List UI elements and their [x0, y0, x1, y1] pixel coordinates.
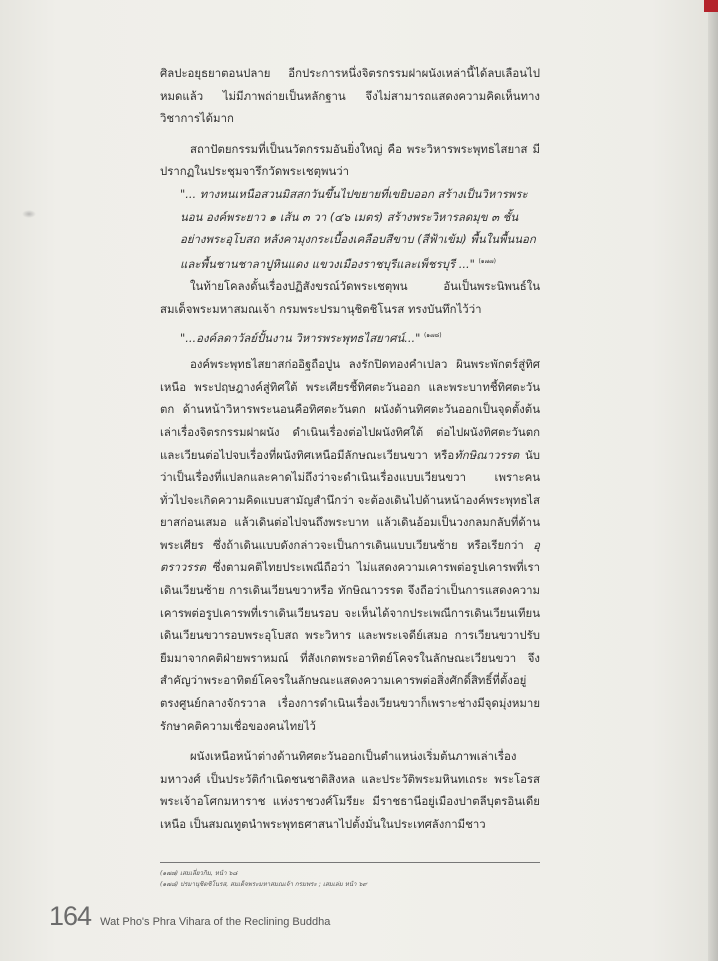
footnote-divider — [160, 862, 540, 863]
red-corner-mark — [704, 0, 718, 12]
quote-1-ref: (๑๗๗) — [478, 257, 496, 265]
page-smudge — [22, 210, 36, 218]
paragraph-4 — [160, 353, 540, 737]
quote-2 — [180, 325, 540, 350]
paragraph-4-part-a: องค์พระพุทธไสยาสก่ออิฐถือปูน ลงรักปิดทองคำเปลว ผินพระพักตร์สู่ทิศเหนือ พระปฤษฎางค์สู่ทิศใต้ พระเศียรชี้ทิศตะวันออก และพระบาทชี้ทิศตะวันตก ด้านหน้าวิหารพระนอนคือทิศตะวันตก ผนังด้านทิศตะวันออกเป็นจุดตั้งต้นเล่าเรื่องจิตรกรรมฝาผนัง ดำเนินเรื่องต่อไปผนังทิศใต้ ต่อไปผนังทิศตะวันตกและเวียนต่อไปจบเรื่องที่ผนังทิศเหนือมีลักษณะเวียนขวา หรือ — [160, 357, 540, 462]
paragraph-3: ในท้ายโคลงดั้นเรื่องปฏิสังขรณ์วัดพระเชตุพน อันเป็นพระนิพนธ์ในสมเด็จพระมหาสมณเจ้า กรมพระปรมานุชิตชิโนรส ทรงบันทึกไว้ว่า — [160, 279, 540, 316]
running-title: Wat Pho's Phra Vihara of the Reclining Buddha — [100, 916, 331, 928]
footnote-177: (๑๗๗) เสมเลี่ยวกิม, หน้า ๖๘ — [160, 870, 238, 877]
quote-1-text: "... ทางหนเหนือสวนมิสสกวันขึ้นไปขยายที่เขยิบออก สร้างเป็นวิหารพระนอน องค์พระยาว ๑ เส้น ๓ วา (๔๖ เมตร) สร้างพระวิหารลดมุข ๓ ชั้น อย่างพระอุโบสถ หลังคามุงกระเบื้องเคลือบสีขาบ (สีฟ้าเข้ม) พื้นในพื้นนอกและพื้นชานชาลาปูหินแดง แขวงเมืองราชบุรีและเพ็ชรบุรี ..." — [180, 186, 536, 271]
footnotes — [160, 868, 550, 890]
body-text — [160, 62, 540, 836]
paragraph-5: ผนังเหนือหน้าต่างด้านทิศตะวันออกเป็นตำแหน่งเริ่มต้นภาพเล่าเรื่องมหาวงศ์ เป็นประวัติกำเนิดชนชาติสิงหล และประวัติพระมหินทเถระ พระโอรสพระเจ้าอโศกมหาราช แห่งราชวงศ์โมรียะ มีราชธานีอยู่เมืองปาตลีบุตรอินเดียเหนือ เป็นสมณทูตนำพระพุทธศาสนาไปตั้งมั่นในประเทศลังกามีชาว — [160, 749, 540, 831]
paragraph-4-italic-term-2: อุตราวรรต — [160, 537, 540, 575]
paragraph-4-part-c: ซึ่งตามคติไทยประเพณีถือว่า ไม่แสดงความเคารพต่อรูปเคารพที่เราเดินเวียนซ้าย การเดินเวียนขวาหรือ ทักษิณาวรรต จึงถือว่าเป็นการแสดงความเคารพต่อรูปเคารพที่เราเดินเวียนรอบ จะเห็นได้จากประเพณีการเดินเวียนเทียน เดินเวียนขวารอบพระอุโบสถ พระวิหาร และพระเจดีย์เสมอ การเวียนขวาปรับยืมมาจากคติฝ่ายพราหมณ์ ที่สังเกตพระอาทิตย์โคจรในลักษณะเวียนขวา จึงสำคัญว่าพระอาทิตย์โคจรในลักษณะแสดงความเคารพต่อสิ่งศักดิ์สิทธิ์ที่ตั้งอยู่ตรงศูนย์กลางจักรวาล เรื่องการดำเนินเรื่องเวียนขวาก็เพราะช่างมีจุดมุ่งหมายรักษาคติความเชื่อของคนไทยไว้ — [160, 560, 540, 733]
quote-2-text: "...องค์ลดาวัลย์ปั้นงาน วิหารพระพุทธไสยาศน์..." — [180, 330, 421, 345]
quote-2-ref: (๑๗๘) — [423, 331, 442, 339]
footnote-178: (๑๗๘) ปรมานุชิตชิโนรส, สมเด็จพระมหาสมณเจ้า กรมพระ ; เสมเล่ม หน้า ๖๙ — [160, 881, 367, 888]
folio — [49, 901, 330, 932]
paragraph-1: ศิลปะอยุธยาตอนปลาย อีกประการหนึ่งจิตรกรรมฝาผนังเหล่านี้ได้ลบเลือนไปหมดแล้ว ไม่มีภาพถ่ายเป็นหลักฐาน จึงไม่สามารถแสดงความคิดเห็นทางวิชาการได้มาก — [160, 66, 540, 126]
paragraph-4-italic-term-1: ทักษิณาวรรต — [454, 447, 520, 462]
quote-1 — [180, 183, 540, 275]
paragraph-2: สถาปัตยกรรมที่เป็นนวัตกรรมอันยิ่งใหญ่ คือ พระวิหารพระพุทธไสยาส มีปรากฏในประชุมจารึกวัดพระเชตุพนว่า — [160, 141, 540, 179]
paragraph-4-part-b: นับว่าเป็นเรื่องที่แปลกและคาดไม่ถึงว่าจะดำเนินเรื่องแบบเวียนขวา เพราะคนทั่วไปจะเกิดความคิดแบบสามัญสำนึกว่า จะต้องเดินไปด้านหน้าองค์พระพุทธไสยาสก่อนเสมอ แล้วเดินต่อไปจนถึงพระบาท แล้วเดินอ้อมเป็นวงกลมกลับที่ด้านพระเศียร ซึ่งถ้าเดินแบบดังกล่าวจะเป็นการเดินแบบเวียนซ้าย หรือเรียกว่า — [160, 447, 540, 552]
page-edge — [708, 0, 718, 961]
page-number: 164 — [49, 901, 92, 931]
